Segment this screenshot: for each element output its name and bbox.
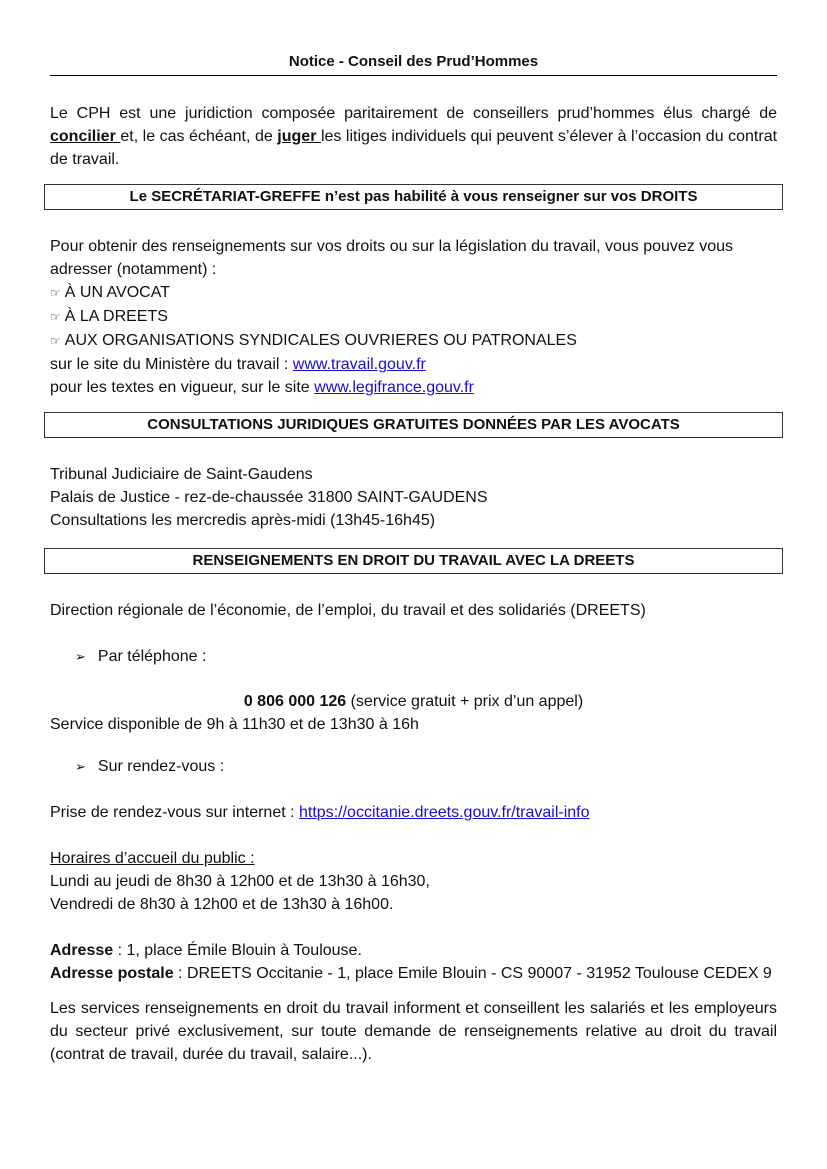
rdv-item bbox=[50, 755, 777, 778]
arrow-bullet-icon: ➢ bbox=[75, 759, 86, 774]
list-item-label: À UN AVOCAT bbox=[64, 284, 170, 301]
hours-title: Horaires d’accueil du public : bbox=[50, 850, 255, 867]
avocats-line: Consultations les mercredis après-midi (13h45-16h45) bbox=[50, 512, 436, 529]
legifrance-text: pour les textes en vigueur, sur le site bbox=[50, 379, 315, 396]
list-item bbox=[50, 329, 777, 353]
phone-note: (service gratuit + prix d’un appel) bbox=[346, 693, 584, 710]
avocats-section bbox=[50, 463, 777, 532]
address-label: Adresse bbox=[50, 942, 114, 959]
address-line bbox=[50, 939, 777, 962]
ministry-line bbox=[50, 353, 777, 376]
intro-text: Le CPH est une juridiction composée paritairement de conseillers prud’hommes élus chargé de bbox=[50, 105, 777, 122]
phone-hours: Service disponible de 9h à 11h30 et de 13h30 à 16h bbox=[50, 716, 419, 733]
greffe-text: Pour obtenir des renseignements sur vos droits ou sur la législation du travail, vous pouvez vous adresser (notamment) : bbox=[50, 238, 734, 278]
phone-line bbox=[50, 690, 777, 713]
dreets-intro: Direction régionale de l’économie, de l’emploi, du travail et des solidariés (DREETS) bbox=[50, 602, 646, 619]
phone-item bbox=[50, 645, 777, 668]
list-item-label: À LA DREETS bbox=[64, 308, 168, 325]
travail-link[interactable]: www.travail.gouv.fr bbox=[292, 356, 426, 373]
juger-term: juger bbox=[277, 128, 321, 145]
legifrance-line bbox=[50, 376, 777, 399]
postal-address-line bbox=[50, 962, 777, 985]
legifrance-link[interactable]: www.legifrance.gouv.fr bbox=[314, 379, 474, 396]
greffe-heading: Le SECRÉTARIAT-GREFFE n’est pas habilité à vous renseigner sur vos DROITS bbox=[44, 184, 783, 210]
rdv-label: Sur rendez-vous : bbox=[97, 758, 225, 775]
hours-line: Vendredi de 8h30 à 12h00 et de 13h30 à 16h00. bbox=[50, 896, 394, 913]
dreets-rdv-link[interactable]: https://occitanie.dreets.gouv.fr/travail-info bbox=[299, 804, 590, 821]
address-value: : 1, place Émile Blouin à Toulouse. bbox=[113, 942, 362, 959]
rdv-text: Prise de rendez-vous sur internet : bbox=[50, 804, 300, 821]
avocats-line: Palais de Justice - rez-de-chaussée 31800 SAINT-GAUDENS bbox=[50, 489, 488, 506]
avocats-line: Tribunal Judiciaire de Saint-Gaudens bbox=[50, 466, 313, 483]
list-item bbox=[50, 281, 777, 305]
list-item bbox=[50, 305, 777, 329]
intro-paragraph bbox=[50, 102, 777, 171]
arrow-bullet-icon: ➢ bbox=[75, 649, 86, 664]
concilier-term: concilier bbox=[50, 128, 121, 145]
list-item-label: AUX ORGANISATIONS SYNDICALES OUVRIERES OU PATRONALES bbox=[64, 332, 577, 349]
phone-number: 0 806 000 126 bbox=[243, 693, 347, 710]
document-page bbox=[50, 50, 777, 1066]
closing-paragraph: Les services renseignements en droit du travail informent et conseillent les salariés et les employeurs du secteur privé exclusivement, sur toute demande de renseignements relative au droit du travail (contrat de travail, durée du travail, salaire...). bbox=[50, 1000, 777, 1063]
rdv-line bbox=[50, 801, 777, 824]
dreets-heading: RENSEIGNEMENTS EN DROIT DU TRAVAIL AVEC LA DREETS bbox=[44, 548, 783, 574]
postal-label: Adresse postale bbox=[50, 965, 174, 982]
intro-text: les litiges individuels qui peuvent s’élever à l’occasion du contrat de travail. bbox=[50, 128, 778, 168]
intro-text: et, le cas échéant, de bbox=[120, 128, 278, 145]
pointing-hand-icon: ☞ bbox=[50, 310, 61, 324]
pointing-hand-icon: ☞ bbox=[50, 286, 61, 300]
greffe-section bbox=[50, 235, 777, 399]
page-title: Notice - Conseil des Prud’Hommes bbox=[50, 50, 777, 76]
hours-line: Lundi au jeudi de 8h30 à 12h00 et de 13h30 à 16h30, bbox=[50, 873, 430, 890]
dreets-section bbox=[50, 599, 777, 1066]
avocats-heading: CONSULTATIONS JURIDIQUES GRATUITES DONNÉES PAR LES AVOCATS bbox=[44, 412, 783, 438]
pointing-hand-icon: ☞ bbox=[50, 334, 61, 348]
postal-value: : DREETS Occitanie - 1, place Emile Blouin - CS 90007 - 31952 Toulouse CEDEX 9 bbox=[173, 965, 772, 982]
ministry-text: sur le site du Ministère du travail : bbox=[50, 356, 293, 373]
phone-label: Par téléphone : bbox=[97, 648, 207, 665]
